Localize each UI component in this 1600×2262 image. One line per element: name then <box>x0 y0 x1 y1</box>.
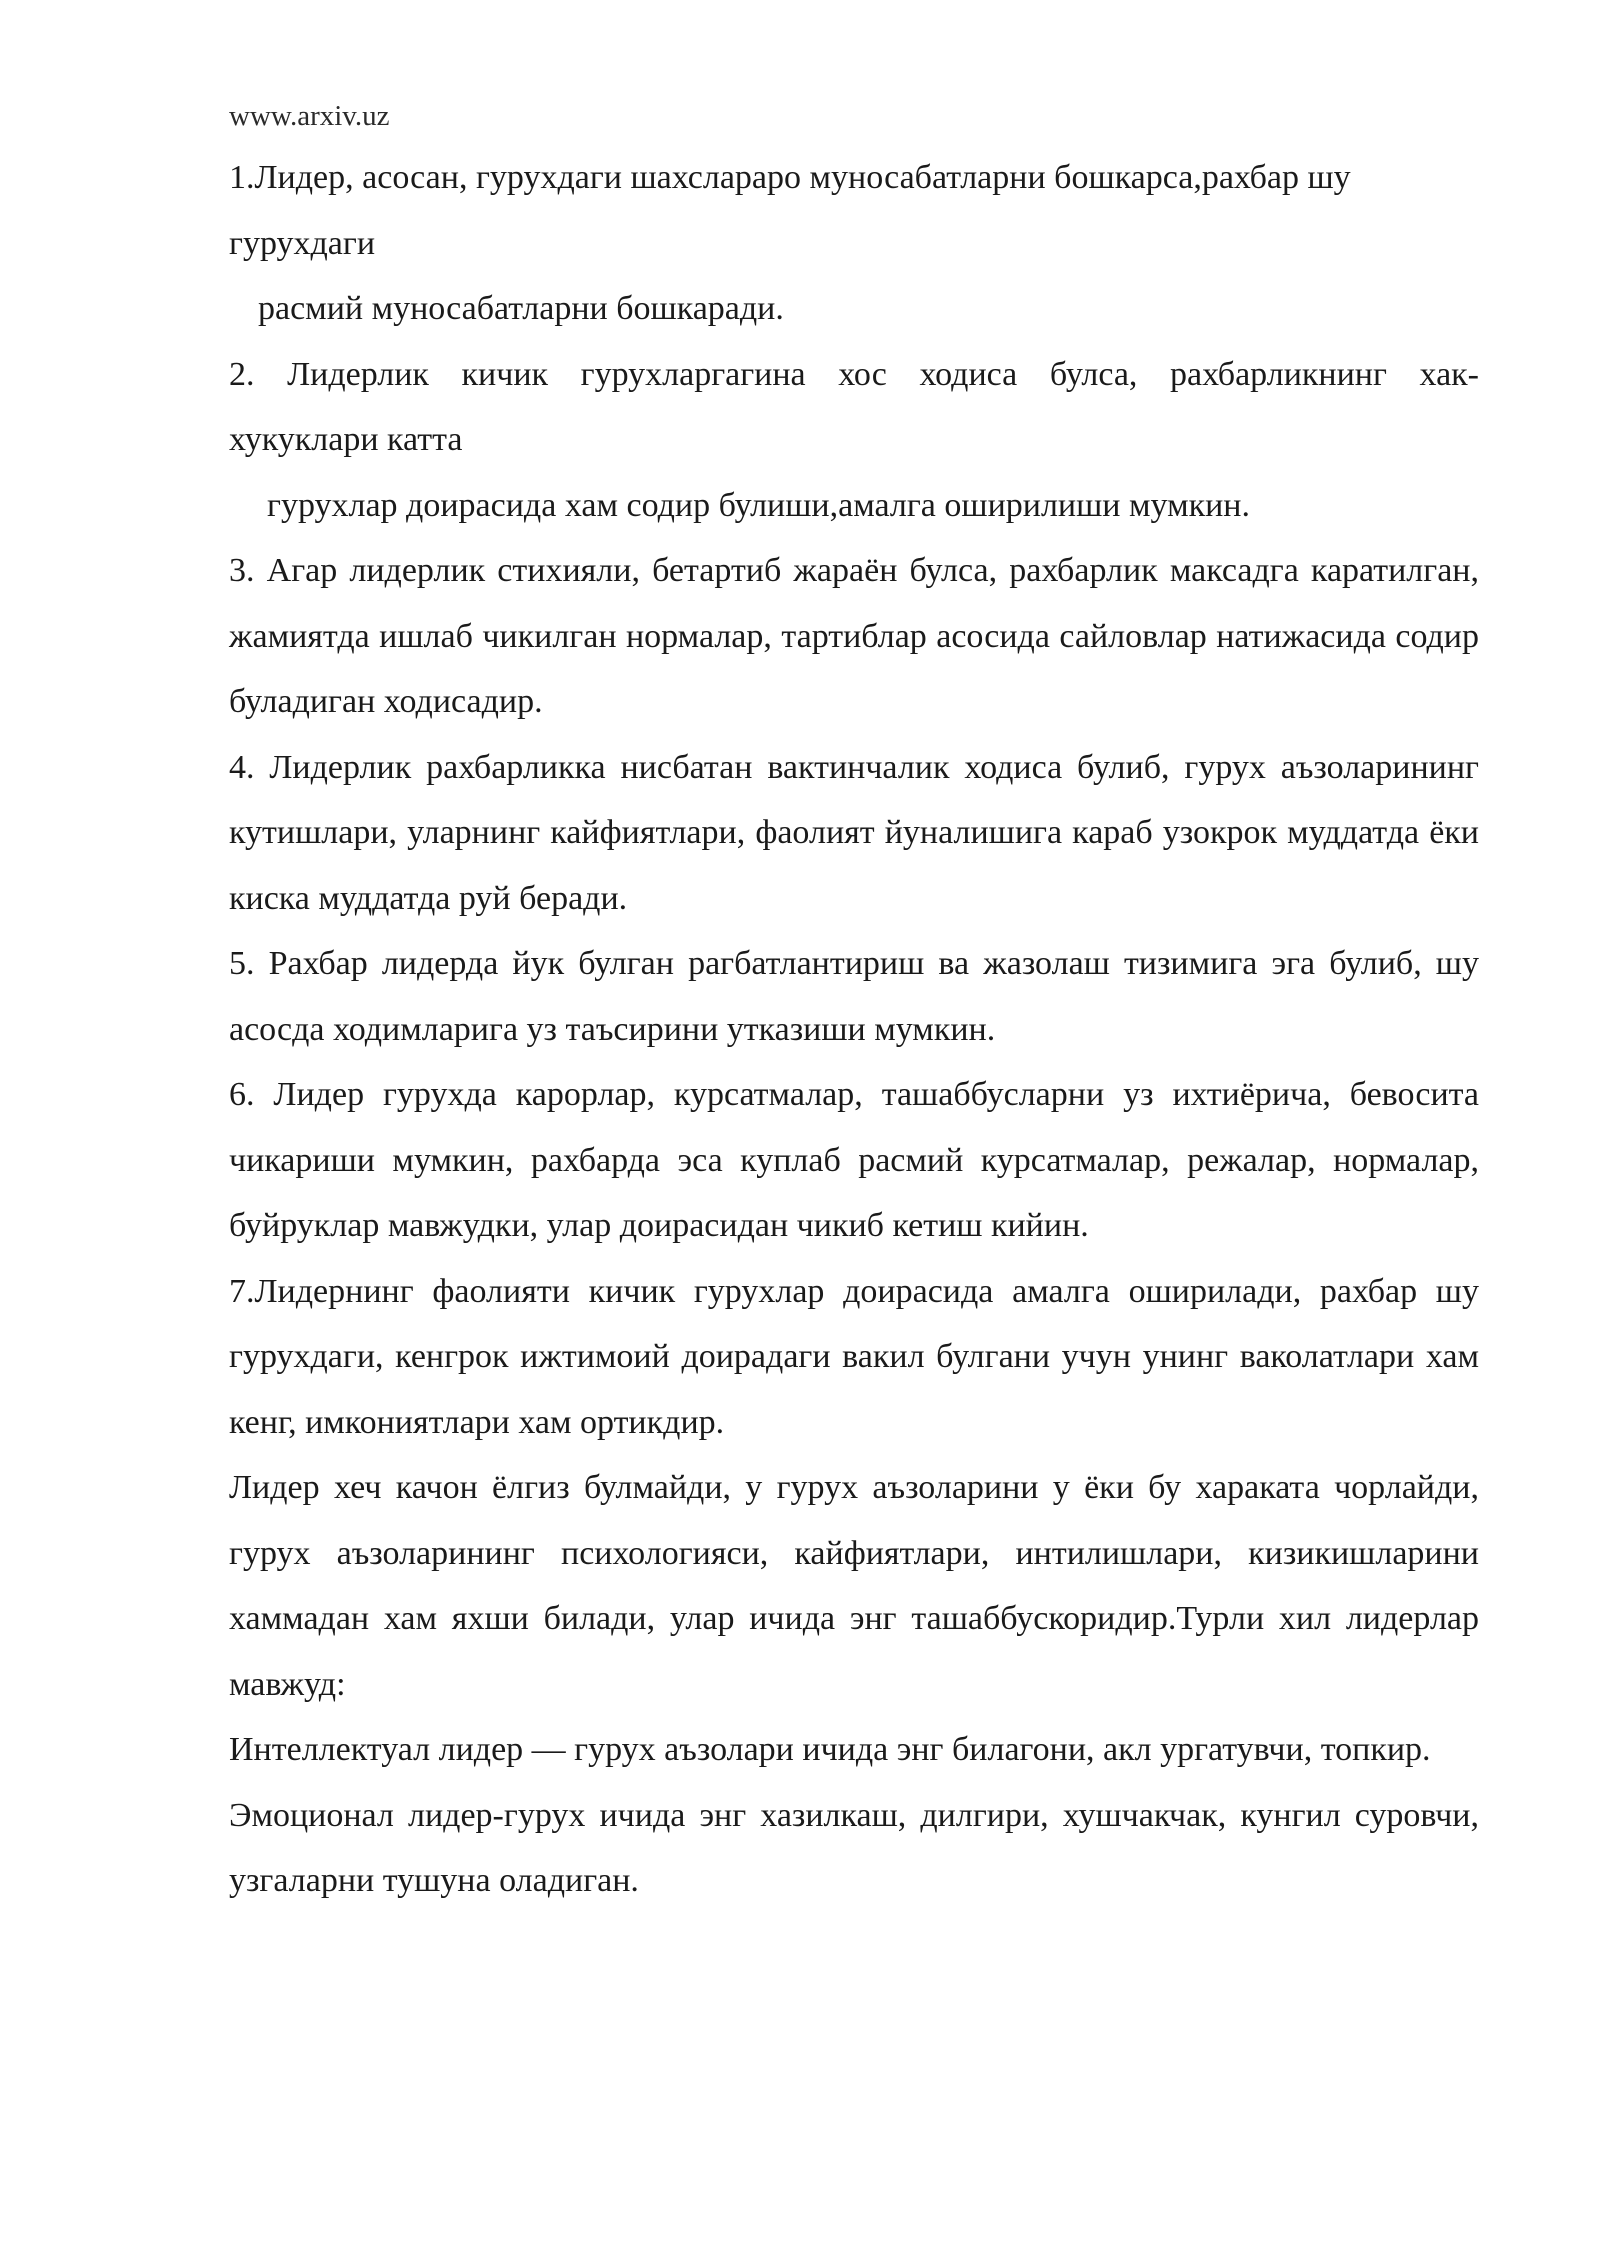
paragraph-6: 6. Лидер гурухда карорлар, курсатмалар, ташаббусларни уз ихтиёрича, бевосита чикариши мумкин, рахбарда эса куплаб расмий курсатмалар, режалар, нормалар, буйруклар мавжудки, улар доирасидан чикиб кетиш кийин. <box>229 1076 1479 1244</box>
paragraph-2 <box>229 342 1479 539</box>
paragraph-1-line-3: расмий муносабатларни бошкаради. <box>258 290 784 327</box>
paragraph-1-line-1: 1.Лидер, асосан, гурухдаги шахслараро муносабатларни бошкарса,рахбар шу <box>229 159 1351 196</box>
paragraph-2-line-3: гурухлар доирасида хам содир булиши,амалга оширилиши мумкин. <box>267 486 1250 524</box>
paragraph-4: 4. Лидерлик рахбарликка нисбатан вактинчалик ходиса булиб, гурух аъзоларининг кутишлари, уларнинг кайфиятлари, фаолият йуналишига караб узокрок муддатда ёки киска муддатда руй беради. <box>229 748 1479 917</box>
paragraph-2-line-2: хукуклари катта <box>229 421 463 458</box>
paragraph-1 <box>229 145 1479 342</box>
paragraph-10: Эмоционал лидер-гурух ичида энг хазилкаш, дилгири, хушчакчак, кунгил суровчи, узгаларни тушуна оладиган. <box>229 1796 1479 1899</box>
paragraph-8: Лидер хеч качон ёлгиз булмайди, у гурух аъзоларини у ёки бу хараката чорлайди, гурух аъзоларининг психологияси, кайфиятлари, интилишлари, кизикишларини хаммадан хам яхши билади, улар ичида энг ташаббускоридир.Турли хил лидерлар мавжуд: <box>229 1469 1479 1703</box>
site-header: www.arxiv.uz <box>229 100 390 132</box>
paragraph-5: 5. Рахбар лидерда йук булган рагбатлантириш ва жазолаш тизимига эга булиб, шу асосда ходимларига уз таъсирини утказиши мумкин. <box>229 945 1479 1048</box>
paragraph-9: Интеллектуал лидер — гурух аъзолари ичида энг билагони, акл ургатувчи, топкир. <box>229 1731 1431 1768</box>
paragraph-7: 7.Лидернинг фаолияти кичик гурухлар доирасида амалга оширилади, рахбар шу гурухдаги, кенгрок ижтимоий доирадаги вакил булгани учун унинг ваколатлари хам кенг, имкониятлари хам ортикдир. <box>229 1272 1479 1441</box>
paragraph-1-line-2: гурухдаги <box>229 224 376 262</box>
paragraph-2-line-1: 2. Лидерлик кичик гурухларгагина хос ходиса булса, рахбарликнинг хак- <box>229 355 1479 393</box>
document-body <box>229 145 1479 1914</box>
paragraph-3: 3. Агар лидерлик стихияли, бетартиб жараён булса, рахбарлик максадга каратилган, жамиятда ишлаб чикилган нормалар, тартиблар асосида сайловлар натижасида содир буладиган ходисадир. <box>229 552 1479 720</box>
